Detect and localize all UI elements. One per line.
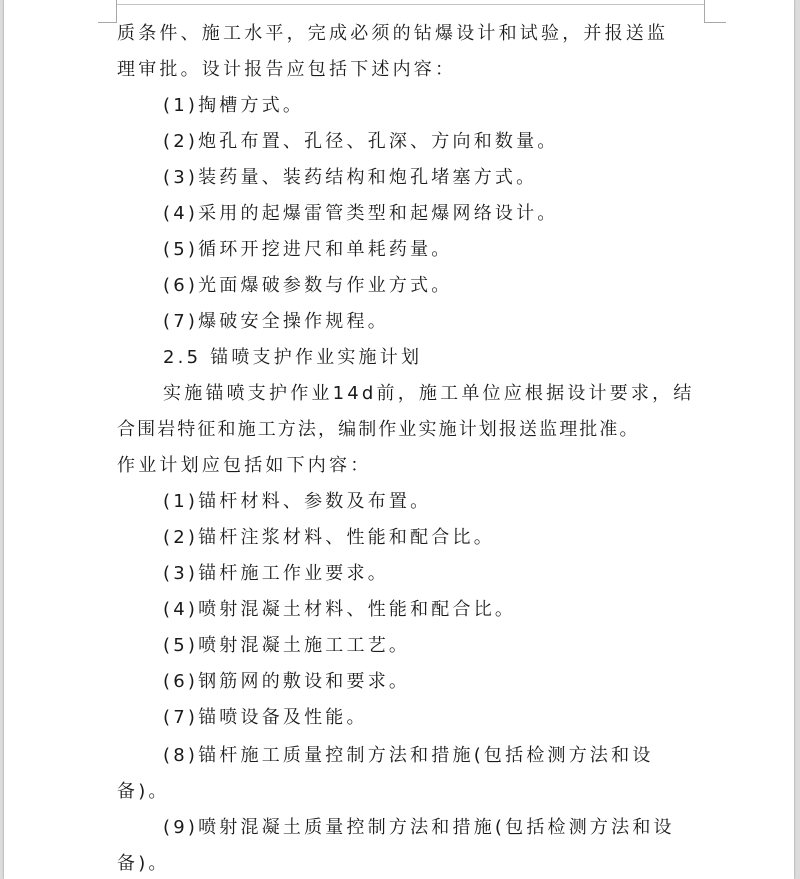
margin-corner-mark-right	[704, 22, 726, 23]
list-item: (6)钢筋网的敷设和要求。	[163, 671, 411, 692]
list-item: (9)喷射混凝土质量控制方法和措施(包括检测方法和设	[163, 817, 675, 838]
list-item: (4)喷射混凝土材料、性能和配合比。	[163, 599, 517, 620]
list-item: (6)光面爆破参数与作业方式。	[163, 275, 453, 296]
page-top-edge	[117, 4, 704, 5]
list-item: (3)锚杆施工作业要求。	[163, 563, 389, 584]
list-item: (7)爆破安全操作规程。	[163, 311, 389, 332]
document-page	[4, 0, 794, 879]
margin-corner-mark-left	[98, 22, 117, 23]
list-item: (5)循环开挖进尺和单耗药量。	[163, 239, 453, 260]
text-line: 质条件、施工水平，完成必须的钻爆设计和试验，并报送监	[117, 23, 669, 44]
section-heading: 2.5 锚喷支护作业实施计划	[163, 347, 423, 368]
list-item: (3)装药量、装药结构和炮孔堵塞方式。	[163, 167, 538, 188]
text-line: 合围岩特征和施工方法，编制作业实施计划报送监理批准。	[117, 419, 640, 440]
list-item: (2)炮孔布置、孔径、孔深、方向和数量。	[163, 131, 559, 152]
list-item: (5)喷射混凝土施工工艺。	[163, 635, 411, 656]
list-item: (8)锚杆施工质量控制方法和措施(包括检测方法和设	[163, 745, 654, 766]
margin-corner-mark-left	[116, 0, 117, 22]
text-line: 理审批。设计报告应包括下述内容：	[117, 59, 457, 80]
text-line: 实施锚喷支护作业14d前，施工单位应根据设计要求，结	[163, 383, 695, 404]
text-line: 备)。	[117, 781, 170, 802]
margin-corner-mark-right	[704, 0, 705, 22]
list-item: (7)锚喷设备及性能。	[163, 707, 368, 728]
text-line: 备)。	[117, 853, 170, 874]
list-item: (1)锚杆材料、参数及布置。	[163, 491, 432, 512]
list-item: (4)采用的起爆雷管类型和起爆网络设计。	[163, 203, 559, 224]
text-line: 作业计划应包括如下内容：	[117, 455, 372, 476]
list-item: (1)掏槽方式。	[163, 95, 305, 116]
list-item: (2)锚杆注浆材料、性能和配合比。	[163, 527, 495, 548]
